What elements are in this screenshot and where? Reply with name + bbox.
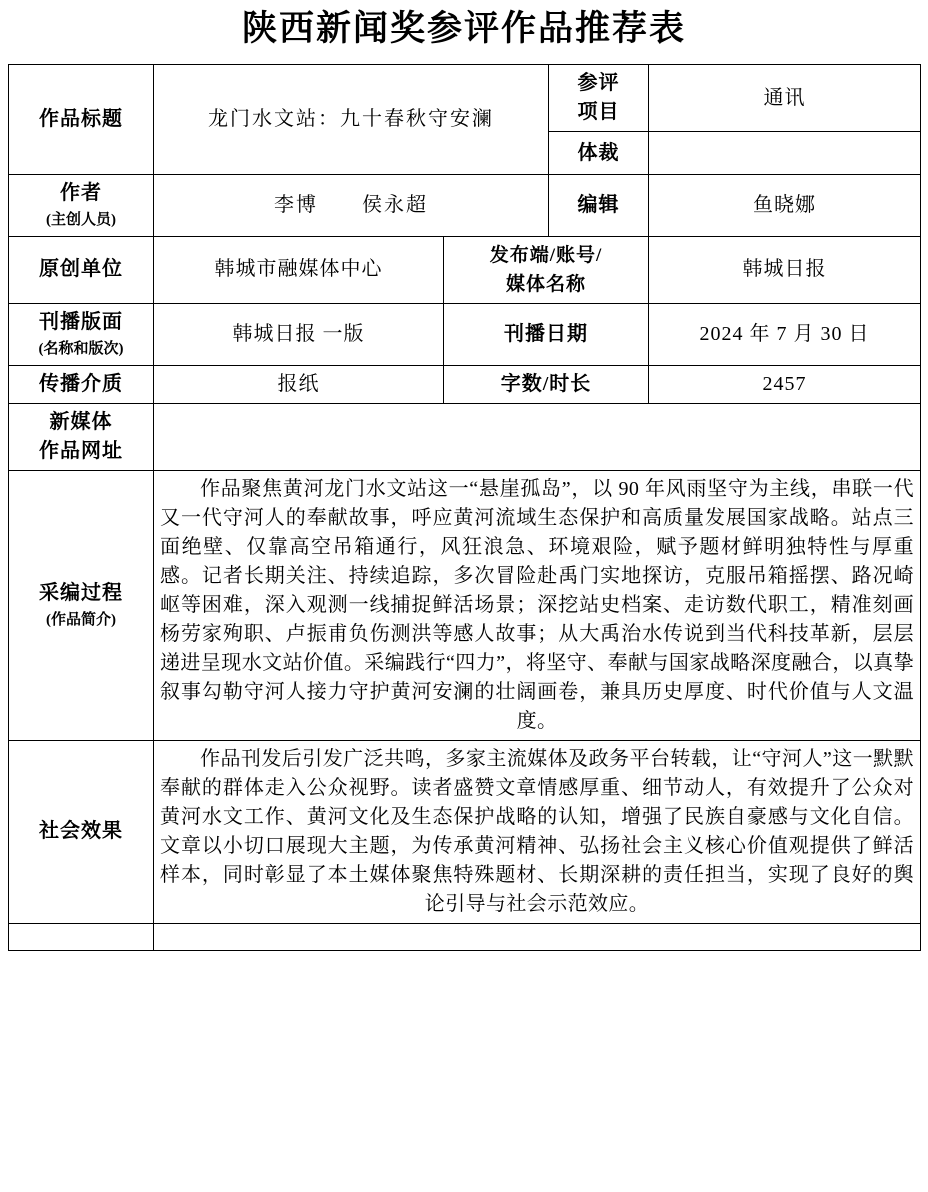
value-new-media-url — [154, 403, 921, 470]
label-review-item-line1: 参评 — [577, 72, 620, 94]
recommendation-form-table — [8, 64, 921, 951]
value-editor: 鱼晓娜 — [649, 175, 921, 237]
label-original-unit: 原创单位 — [9, 236, 154, 303]
label-work-title: 作品标题 — [9, 65, 154, 175]
label-edition — [9, 303, 154, 365]
value-review-item: 通讯 — [649, 65, 921, 132]
label-review-item-line2: 项目 — [577, 101, 620, 123]
table-row-blank-footer — [9, 923, 921, 950]
value-editing-process: 作品聚焦黄河龙门水文站这一“悬崖孤岛”，以 90 年风雨坚守为主线，串联一代又一代守河人的奉献故事，呼应黄河流域生态保护和高质量发展国家战略。站点三面绝壁、仅靠高空吊箱通行，风狂浪急、环境艰险，赋予题材鲜明独特性与厚重感。记者长期关注、持续追踪，多次冒险赴禹门实地探访，克服吊箱摇摆、路况崎岖等困难，深入观测一线捕捉鲜活场景；深挖站史档案、走访数代职工，精准刻画杨劳家殉职、卢振甫负伤测洪等感人故事；从大禹治水传说到当代科技革新，层层递进呈现水文站价值。采编践行“四力”，将坚守、奉献与国家战略深度融合，以真挚叙事勾勒守河人接力守护黄河安澜的壮阔画卷，兼具历史厚度、时代价值与人文温度。 — [154, 470, 921, 740]
label-social-effect: 社会效果 — [9, 740, 154, 923]
label-word-count: 字数/时长 — [444, 365, 649, 403]
value-social-effect: 作品刊发后引发广泛共鸣，多家主流媒体及政务平台转载，让“守河人”这一默默奉献的群体走入公众视野。读者盛赞文章情感厚重、细节动人，有效提升了公众对黄河水文工作、黄河文化及生态保护战略的认知，增强了民族自豪感与文化自信。文章以小切口展现大主题，为传承黄河精神、弘扬社会主义核心价值观提供了鲜活样本，同时彰显了本土媒体聚焦特殊题材、长期深耕的责任担当，实现了良好的舆论引导与社会示范效应。 — [154, 740, 921, 923]
table-row-work-title — [9, 65, 921, 132]
label-genre: 体裁 — [549, 132, 649, 175]
value-genre — [649, 132, 921, 175]
label-editor: 编辑 — [549, 175, 649, 237]
label-new-media-url-line2: 作品网址 — [39, 439, 123, 462]
label-editing-process-main: 采编过程 — [39, 581, 123, 604]
value-author: 李博 侯永超 — [154, 175, 549, 237]
table-row-medium — [9, 365, 921, 403]
label-author — [9, 175, 154, 237]
label-editing-process-sub: (作品简介) — [46, 611, 116, 628]
value-original-unit: 韩城市融媒体中心 — [154, 236, 444, 303]
label-blank-footer — [9, 923, 154, 950]
table-row-new-media-url — [9, 403, 921, 470]
label-publish-channel — [444, 236, 649, 303]
page-title: 陕西新闻奖参评作品推荐表 — [241, 9, 686, 48]
label-editing-process — [9, 470, 154, 740]
table-row-author — [9, 175, 921, 237]
label-publish-date: 刊播日期 — [444, 303, 649, 365]
label-medium: 传播介质 — [9, 365, 154, 403]
table-row-edition — [9, 303, 921, 365]
label-publish-channel-line2: 媒体名称 — [505, 273, 586, 295]
label-edition-sub: (名称和版次) — [38, 340, 124, 357]
label-publish-channel-line1: 发布端/账号/ — [489, 244, 603, 266]
label-new-media-url-line1: 新媒体 — [49, 410, 113, 433]
table-row-social-effect — [9, 740, 921, 923]
label-new-media-url — [9, 403, 154, 470]
label-author-main: 作者 — [60, 182, 102, 204]
value-publish-date: 2024 年 7 月 30 日 — [649, 303, 921, 365]
label-review-item — [549, 65, 649, 132]
table-row-editing-process — [9, 470, 921, 740]
table-row-original-unit — [9, 236, 921, 303]
value-blank-footer — [154, 923, 921, 950]
value-work-title: 龙门水文站：九十春秋守安澜 — [154, 65, 549, 175]
label-author-sub: (主创人员) — [46, 212, 116, 228]
value-word-count: 2457 — [649, 365, 921, 403]
value-medium: 报纸 — [154, 365, 444, 403]
value-publish-channel: 韩城日报 — [649, 236, 921, 303]
value-edition: 韩城日报 一版 — [154, 303, 444, 365]
label-edition-main: 刊播版面 — [39, 310, 123, 333]
